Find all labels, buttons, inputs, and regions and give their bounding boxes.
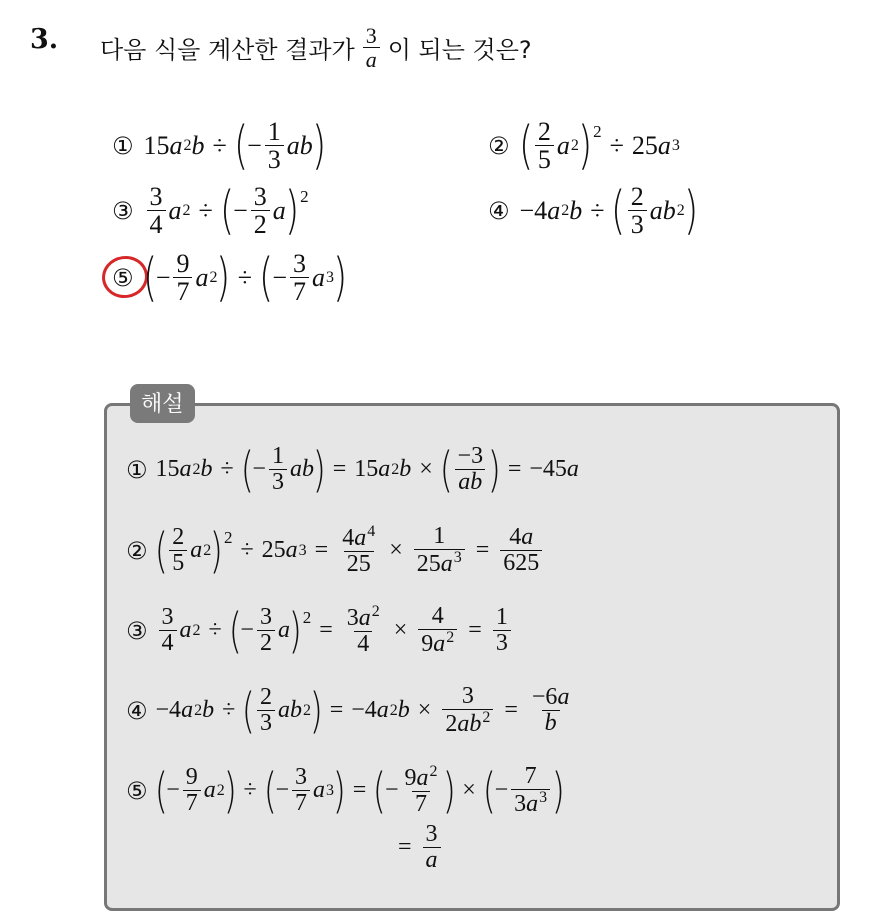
solution-5-marker: ⑤ <box>126 776 148 805</box>
question-text-before: 다음 식을 계산한 결과가 <box>100 36 355 65</box>
choice-4-marker: ④ <box>488 196 510 225</box>
solution-line-3: ③ $\frac{3}{4}$ a 2 ÷ ( − $\frac{3}{2}$ a ) 2 = $\frac{3a^2}{4}$ × $\frac{4}{9a^2}$ = $\frac{1}{3}$ <box>126 604 514 657</box>
choice-2-expression: ( $\frac{2}{5}$ a 2 ) 2 ÷ 25 a 3 <box>518 115 680 176</box>
question-fraction-denominator: a <box>363 47 380 71</box>
solution-line-5: ⑤ ( − $\frac{9}{7}$ a 2 ) ÷ ( − $\frac{3}{7}$ a 3 ) = ( − $\frac{9a^2}{7}$ ) × ( − $\frac{7}{3a^3}$ ) <box>126 762 566 819</box>
choice-4[interactable] <box>488 180 699 241</box>
solution-2-marker: ② <box>126 536 148 565</box>
choice-5-expression: ( − $\frac{9}{7}$ a 2 ) ÷ ( − $\frac{3}{7}$ a 3 ) <box>142 247 348 308</box>
choice-1[interactable] <box>112 115 327 176</box>
choice-1-expression: 15 a 2 b ÷ ( − $\frac{1}{3}$ ab ) <box>143 115 327 176</box>
solution-1-marker: ① <box>126 455 148 484</box>
question-number: 3. <box>30 24 59 55</box>
choice-3-expression: $\frac{3}{4}$ a 2 ÷ ( − $\frac{3}{2}$ a ) 2 <box>144 183 309 239</box>
choice-2[interactable] <box>488 115 680 176</box>
question-fraction <box>363 24 380 71</box>
explanation-tag: 해설 <box>130 384 195 423</box>
question-fraction-numerator: 3 <box>365 23 377 48</box>
solution-line-5-result: = $\frac{3}{a}$ <box>390 822 444 873</box>
solution-4-marker: ④ <box>126 696 148 725</box>
choice-3[interactable] <box>112 180 309 241</box>
solution-line-4: ④ −4 a 2 b ÷ ( $\frac{2}{3}$ ab 2 ) = −4 a 2 b × $\frac{3}{2ab^2}$ = $\frac{-6a}{b}$ <box>126 682 570 739</box>
choice-5[interactable] <box>112 247 348 308</box>
choice-5-marker-text: ⑤ <box>112 263 134 292</box>
solution-line-1: ① 15 a 2 b ÷ ( − $\frac{1}{3}$ ab ) = 15 a 2 b × ( $\frac{-3}{ab}$ ) = −45 a <box>126 441 579 498</box>
choice-5-marker <box>112 264 134 292</box>
choice-3-marker: ③ <box>112 196 134 225</box>
choice-4-expression: −4 a 2 b ÷ ( $\frac{2}{3}$ ab 2 ) <box>519 180 699 241</box>
question-text <box>100 24 532 71</box>
choice-2-marker: ② <box>488 131 510 160</box>
solution-line-2: ② ( $\frac{2}{5}$ a 2 ) 2 ÷ 25 a 3 = $\frac{4a^4}{25}$ × $\frac{1}{25a^3}$ = $\frac{4a}{625}$ <box>126 524 545 577</box>
question-text-after: 이 되는 것은? <box>387 36 532 65</box>
choice-1-marker: ① <box>112 131 134 160</box>
solution-3-marker: ③ <box>126 616 148 645</box>
